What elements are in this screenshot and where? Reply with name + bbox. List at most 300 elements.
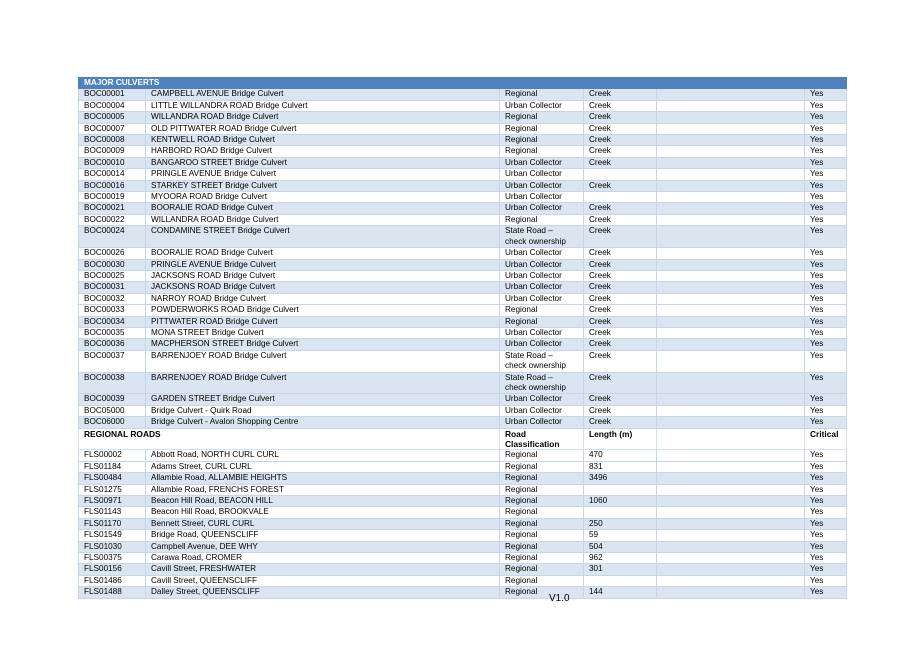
classification-cell: [500, 327, 584, 338]
type-cell: Creek: [584, 339, 657, 350]
table-row: [79, 123, 847, 134]
asset-name: BOORALIE ROAD Bridge Culvert: [146, 203, 500, 214]
blank-cell: [657, 484, 805, 495]
asset-name: Bennett Street, CURL CURL: [146, 518, 500, 529]
classification-cell: [500, 484, 584, 495]
asset-id: BOC00009: [79, 146, 146, 157]
classification-cell: [500, 496, 584, 507]
blank-cell: [657, 496, 805, 507]
asset-name: PITTWATER ROAD Bridge Culvert: [146, 316, 500, 327]
asset-name: Bridge Culvert - Quirk Road: [146, 405, 500, 416]
critical-flag: Yes: [805, 473, 847, 484]
classification-line1: Urban Collector: [505, 282, 562, 292]
table-row: [79, 305, 847, 316]
blank-cell: [657, 169, 805, 180]
classification-line1: Regional: [505, 316, 538, 326]
table-row: [79, 192, 847, 203]
classification-line1: Regional: [505, 123, 538, 133]
blank-cell: [657, 327, 805, 338]
blank-cell: [657, 157, 805, 168]
asset-name: LITTLE WILLANDRA ROAD Bridge Culvert: [146, 100, 500, 111]
critical-flag: Yes: [805, 123, 847, 134]
table-row: [79, 112, 847, 123]
type-cell: Creek: [584, 405, 657, 416]
critical-flag: Yes: [805, 417, 847, 428]
type-cell: Creek: [584, 293, 657, 304]
asset-id: FLS00002: [79, 450, 146, 461]
classification-cell: [500, 417, 584, 428]
blank-cell: [657, 507, 805, 518]
classification-line1: State Road –: [505, 350, 553, 360]
asset-id: FLS01030: [79, 541, 146, 552]
critical-flag: Yes: [805, 484, 847, 495]
classification-line1: Regional: [505, 484, 538, 494]
table-row: [79, 169, 847, 180]
table-row: [79, 339, 847, 350]
critical-flag: Yes: [805, 169, 847, 180]
table-row: [79, 350, 847, 372]
culvert-road-table: [78, 77, 847, 599]
classification-cell: [500, 305, 584, 316]
asset-id: BOC00024: [79, 226, 146, 248]
critical-flag: Yes: [805, 282, 847, 293]
blank-cell: [657, 259, 805, 270]
blank-cell: [657, 192, 805, 203]
table-row: [79, 507, 847, 518]
classification-cell: [500, 146, 584, 157]
classification-line1: Regional: [505, 112, 538, 122]
critical-flag: Yes: [805, 270, 847, 281]
classification-line1: Regional: [505, 518, 538, 528]
type-cell: [584, 169, 657, 180]
section-header-row: [79, 78, 847, 89]
asset-id: BOC00007: [79, 123, 146, 134]
classification-cell: [500, 394, 584, 405]
asset-name: STARKEY STREET Bridge Culvert: [146, 180, 500, 191]
length-cell: 3496: [584, 473, 657, 484]
critical-flag: Yes: [805, 564, 847, 575]
type-cell: Creek: [584, 112, 657, 123]
critical-flag: Yes: [805, 203, 847, 214]
length-cell: 250: [584, 518, 657, 529]
blank-cell: [657, 100, 805, 111]
type-cell: Creek: [584, 135, 657, 146]
classification-cell: [500, 248, 584, 259]
asset-id: BOC00022: [79, 214, 146, 225]
asset-id: FLS01184: [79, 461, 146, 472]
table-row: [79, 461, 847, 472]
table-row: [79, 180, 847, 191]
table-row: [79, 530, 847, 541]
blank-cell: [657, 394, 805, 405]
asset-id: FLS01549: [79, 530, 146, 541]
table-row: [79, 450, 847, 461]
table-row: [79, 89, 847, 100]
asset-name: Campbell Avenue, DEE WHY: [146, 541, 500, 552]
classification-cell: [500, 157, 584, 168]
asset-id: BOC00030: [79, 259, 146, 270]
table-row: [79, 496, 847, 507]
asset-id: BOC00021: [79, 203, 146, 214]
blank-cell: [657, 564, 805, 575]
table-row: [79, 135, 847, 146]
asset-name: Bridge Road, QUEENSCLIFF: [146, 530, 500, 541]
classification-line1: Regional: [505, 473, 538, 483]
critical-flag: Yes: [805, 461, 847, 472]
blank-cell: [657, 282, 805, 293]
table-row: [79, 575, 847, 586]
asset-name: MYOORA ROAD Bridge Culvert: [146, 192, 500, 203]
asset-name: HARBORD ROAD Bridge Culvert: [146, 146, 500, 157]
type-cell: Creek: [584, 372, 657, 394]
blank-cell: [657, 89, 805, 100]
critical-flag: Yes: [805, 293, 847, 304]
classification-cell: [500, 553, 584, 564]
asset-name: Allambie Road, FRENCHS FOREST: [146, 484, 500, 495]
classification-cell: [500, 214, 584, 225]
length-cell: 1060: [584, 496, 657, 507]
asset-name: JACKSONS ROAD Bridge Culvert: [146, 282, 500, 293]
classification-cell: [500, 135, 584, 146]
asset-id: BOC05000: [79, 405, 146, 416]
critical-flag: Yes: [805, 135, 847, 146]
table-row: [79, 214, 847, 225]
critical-flag: Yes: [805, 350, 847, 372]
asset-id: BOC00001: [79, 89, 146, 100]
section-title: REGIONAL ROADS: [79, 428, 500, 450]
critical-flag: Yes: [805, 248, 847, 259]
type-cell: Creek: [584, 316, 657, 327]
classification-line1: Urban Collector: [505, 248, 562, 258]
type-cell: Creek: [584, 100, 657, 111]
classification-cell: [500, 372, 584, 394]
classification-cell: [500, 530, 584, 541]
classification-line1: Regional: [505, 146, 538, 156]
blank-cell: [657, 146, 805, 157]
asset-name: Carawa Road, CROMER: [146, 553, 500, 564]
table-row: [79, 518, 847, 529]
asset-id: BOC00004: [79, 100, 146, 111]
length-cell: [584, 484, 657, 495]
asset-id: BOC00035: [79, 327, 146, 338]
classification-cell: [500, 100, 584, 111]
blank-cell: [657, 575, 805, 586]
classification-line1: Regional: [505, 135, 538, 145]
type-cell: Creek: [584, 259, 657, 270]
table-row: [79, 203, 847, 214]
classification-line1: Regional: [505, 530, 538, 540]
classification-line1: Urban Collector: [505, 293, 562, 303]
asset-name: BANGAROO STREET Bridge Culvert: [146, 157, 500, 168]
blank-cell: [657, 112, 805, 123]
asset-name: Cavill Street, FRESHWATER: [146, 564, 500, 575]
classification-cell: [500, 405, 584, 416]
classification-cell: [500, 316, 584, 327]
blank-cell: [657, 293, 805, 304]
critical-flag: Yes: [805, 575, 847, 586]
critical-flag: Yes: [805, 100, 847, 111]
classification-line1: Regional: [505, 496, 538, 506]
table-row: [79, 100, 847, 111]
blank-cell: [657, 270, 805, 281]
table-row: [79, 146, 847, 157]
asset-name: Bridge Culvert - Avalon Shopping Centre: [146, 417, 500, 428]
classification-cell: [500, 339, 584, 350]
type-cell: Creek: [584, 417, 657, 428]
asset-name: NARROY ROAD Bridge Culvert: [146, 293, 500, 304]
critical-flag: Yes: [805, 405, 847, 416]
critical-flag: Yes: [805, 553, 847, 564]
blank-cell: [657, 372, 805, 394]
blank-cell: [657, 203, 805, 214]
document-version: V1.0: [549, 593, 570, 604]
classification-cell: [500, 461, 584, 472]
length-cell: 504: [584, 541, 657, 552]
asset-name: MONA STREET Bridge Culvert: [146, 327, 500, 338]
classification-line2: check ownership: [505, 236, 566, 246]
asset-name: BOORALIE ROAD Bridge Culvert: [146, 248, 500, 259]
critical-flag: Yes: [805, 226, 847, 248]
asset-id: BOC00031: [79, 282, 146, 293]
classification-cell: [500, 89, 584, 100]
critical-flag: Yes: [805, 450, 847, 461]
critical-flag: Yes: [805, 192, 847, 203]
classification-line1: Urban Collector: [505, 417, 562, 427]
blank-cell: [657, 180, 805, 191]
asset-name: Beacon Hill Road, BROOKVALE: [146, 507, 500, 518]
blank-cell: [657, 405, 805, 416]
asset-name: GARDEN STREET Bridge Culvert: [146, 394, 500, 405]
asset-id: BOC00034: [79, 316, 146, 327]
type-cell: Creek: [584, 180, 657, 191]
critical-flag: Yes: [805, 518, 847, 529]
classification-line1: State Road –: [505, 226, 553, 236]
blank-cell: [657, 450, 805, 461]
asset-id: BOC00036: [79, 339, 146, 350]
column-header-blank: [657, 428, 805, 450]
blank-cell: [657, 530, 805, 541]
table-row: [79, 293, 847, 304]
blank-cell: [657, 226, 805, 248]
blank-cell: [657, 123, 805, 134]
asset-name: Allambie Road, ALLAMBIE HEIGHTS: [146, 473, 500, 484]
critical-flag: Yes: [805, 541, 847, 552]
asset-name: Dalley Street, QUEENSCLIFF: [146, 587, 500, 598]
classification-cell: [500, 226, 584, 248]
classification-line1: Regional: [505, 450, 538, 460]
type-cell: Creek: [584, 270, 657, 281]
asset-id: FLS00156: [79, 564, 146, 575]
asset-name: BARRENJOEY ROAD Bridge Culvert: [146, 372, 500, 394]
asset-name: MACPHERSON STREET Bridge Culvert: [146, 339, 500, 350]
type-cell: Creek: [584, 123, 657, 134]
length-cell: 301: [584, 564, 657, 575]
blank-cell: [657, 305, 805, 316]
asset-name: WILLANDRA ROAD Bridge Culvert: [146, 112, 500, 123]
classification-line1: Regional: [505, 541, 538, 551]
classification-cell: [500, 192, 584, 203]
asset-id: BOC00005: [79, 112, 146, 123]
classification-line1: Regional: [505, 461, 538, 471]
classification-line1: Regional: [505, 564, 538, 574]
classification-cell: [500, 518, 584, 529]
critical-flag: Yes: [805, 394, 847, 405]
asset-id: FLS01486: [79, 575, 146, 586]
classification-line1: Regional: [505, 587, 538, 597]
asset-name: CAMPBELL AVENUE Bridge Culvert: [146, 89, 500, 100]
critical-flag: Yes: [805, 112, 847, 123]
asset-name: PRINGLE AVENUE Bridge Culvert: [146, 169, 500, 180]
critical-flag: Yes: [805, 530, 847, 541]
classification-cell: [500, 123, 584, 134]
table-row: [79, 587, 847, 598]
table-row: [79, 473, 847, 484]
asset-id: FLS01275: [79, 484, 146, 495]
table-row: [79, 259, 847, 270]
critical-flag: Yes: [805, 507, 847, 518]
asset-id: BOC00026: [79, 248, 146, 259]
classification-cell: [500, 507, 584, 518]
asset-id: BOC00037: [79, 350, 146, 372]
table-row: [79, 270, 847, 281]
asset-name: WILLANDRA ROAD Bridge Culvert: [146, 214, 500, 225]
critical-flag: Yes: [805, 305, 847, 316]
length-cell: 470: [584, 450, 657, 461]
type-cell: Creek: [584, 89, 657, 100]
asset-name: OLD PITTWATER ROAD Bridge Culvert: [146, 123, 500, 134]
length-cell: 144: [584, 587, 657, 598]
type-cell: Creek: [584, 248, 657, 259]
asset-id: BOC00008: [79, 135, 146, 146]
classification-cell: [500, 282, 584, 293]
critical-flag: Yes: [805, 89, 847, 100]
asset-id: BOC00019: [79, 192, 146, 203]
type-cell: Creek: [584, 327, 657, 338]
classification-line1: State Road –: [505, 372, 553, 382]
table-row: [79, 564, 847, 575]
classification-cell: [500, 450, 584, 461]
type-cell: Creek: [584, 282, 657, 293]
classification-line1: Urban Collector: [505, 270, 562, 280]
classification-line1: Urban Collector: [505, 327, 562, 337]
table-row: [79, 327, 847, 338]
blank-cell: [657, 587, 805, 598]
type-cell: Creek: [584, 214, 657, 225]
critical-flag: Yes: [805, 180, 847, 191]
critical-flag: Yes: [805, 587, 847, 598]
table-row: [79, 541, 847, 552]
classification-cell: [500, 112, 584, 123]
asset-id: BOC00014: [79, 169, 146, 180]
type-cell: [584, 192, 657, 203]
asset-name: JACKSONS ROAD Bridge Culvert: [146, 270, 500, 281]
classification-cell: [500, 293, 584, 304]
type-cell: Creek: [584, 146, 657, 157]
classification-cell: [500, 587, 584, 598]
critical-flag: Yes: [805, 339, 847, 350]
asset-id: BOC06000: [79, 417, 146, 428]
type-cell: Creek: [584, 350, 657, 372]
asset-id: FLS00484: [79, 473, 146, 484]
asset-id: FLS01170: [79, 518, 146, 529]
classification-line1: Urban Collector: [505, 100, 562, 110]
type-cell: Creek: [584, 157, 657, 168]
classification-cell: [500, 541, 584, 552]
length-cell: [584, 507, 657, 518]
classification-cell: [500, 169, 584, 180]
blank-cell: [657, 316, 805, 327]
asset-name: POWDERWORKS ROAD Bridge Culvert: [146, 305, 500, 316]
blank-cell: [657, 541, 805, 552]
classification-line1: Regional: [505, 214, 538, 224]
classification-line1: Urban Collector: [505, 192, 562, 202]
critical-flag: Yes: [805, 146, 847, 157]
asset-id: BOC00038: [79, 372, 146, 394]
classification-line1: Urban Collector: [505, 180, 562, 190]
classification-line1: Urban Collector: [505, 259, 562, 269]
blank-cell: [657, 518, 805, 529]
asset-id: BOC00039: [79, 394, 146, 405]
classification-line1: Urban Collector: [505, 157, 562, 167]
table-row: [79, 157, 847, 168]
column-header-classification: [500, 428, 584, 450]
asset-id: BOC00033: [79, 305, 146, 316]
type-cell: Creek: [584, 394, 657, 405]
classification-line1: Regional: [505, 89, 538, 99]
blank-cell: [657, 553, 805, 564]
blank-cell: [657, 248, 805, 259]
length-cell: 831: [584, 461, 657, 472]
critical-flag: Yes: [805, 214, 847, 225]
classification-line1: Urban Collector: [505, 203, 562, 213]
asset-name: Beacon Hill Road, BEACON HILL: [146, 496, 500, 507]
length-cell: 962: [584, 553, 657, 564]
asset-id: BOC00032: [79, 293, 146, 304]
asset-id: FLS01143: [79, 507, 146, 518]
classification-line1: Urban Collector: [505, 169, 562, 179]
classification-line1: Regional: [505, 305, 538, 315]
classification-line1: Regional: [505, 575, 538, 585]
table-row: [79, 226, 847, 248]
section-header-row: [79, 428, 847, 450]
critical-flag: Yes: [805, 496, 847, 507]
blank-cell: [657, 135, 805, 146]
classification-cell: [500, 180, 584, 191]
type-cell: Creek: [584, 226, 657, 248]
section-title: MAJOR CULVERTS: [79, 78, 847, 89]
table-row: [79, 282, 847, 293]
asset-id: FLS00375: [79, 553, 146, 564]
column-header-length: Length (m): [584, 428, 657, 450]
critical-flag: Yes: [805, 157, 847, 168]
classification-cell: [500, 270, 584, 281]
asset-name: CONDAMINE STREET Bridge Culvert: [146, 226, 500, 248]
length-cell: 59: [584, 530, 657, 541]
asset-name: Abbott Road, NORTH CURL CURL: [146, 450, 500, 461]
column-header-classification-line1: Road: [505, 428, 526, 439]
table-row: [79, 372, 847, 394]
asset-id: FLS00971: [79, 496, 146, 507]
asset-id: BOC00016: [79, 180, 146, 191]
table-row: [79, 405, 847, 416]
classification-cell: [500, 473, 584, 484]
blank-cell: [657, 214, 805, 225]
classification-line1: Urban Collector: [505, 394, 562, 404]
table-row: [79, 417, 847, 428]
classification-line1: Urban Collector: [505, 405, 562, 415]
classification-cell: [500, 203, 584, 214]
table-row: [79, 484, 847, 495]
